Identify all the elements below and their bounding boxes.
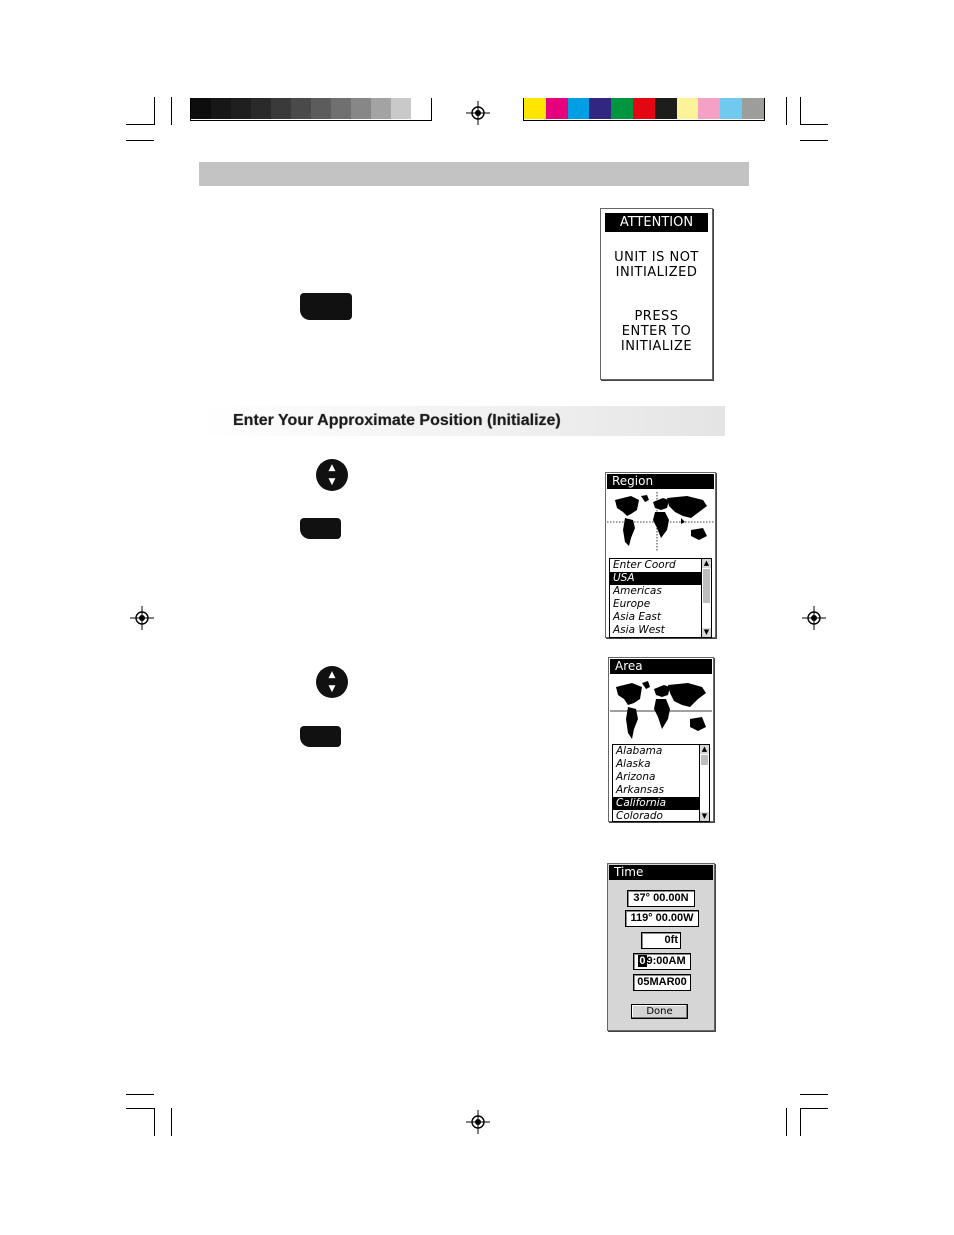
gray-swatch (331, 98, 351, 119)
color-swatch (524, 98, 546, 119)
crop-mark (800, 1108, 828, 1109)
arrow-up-icon: ▲ (328, 463, 336, 473)
crop-mark (154, 97, 155, 125)
gray-swatch (291, 98, 311, 119)
time-title: Time (609, 865, 713, 880)
list-item[interactable]: Arkansas (616, 784, 665, 796)
region-scrollbar[interactable] (701, 559, 711, 637)
list-item[interactable]: Americas (613, 585, 662, 597)
crop-mark (800, 97, 801, 125)
crop-mark (171, 1108, 172, 1136)
list-item[interactable]: Asia East (613, 611, 661, 623)
area-scrollbar[interactable] (699, 745, 709, 821)
crop-mark (800, 1094, 828, 1095)
attention-line: INITIALIZE (620, 339, 693, 354)
time-field[interactable] (633, 953, 691, 970)
registration-mark-icon (801, 605, 827, 631)
attention-line: UNIT IS NOT (614, 250, 699, 265)
time-value: 9:00AM (646, 955, 686, 967)
list-item[interactable]: USA (610, 572, 701, 585)
scroll-thumb[interactable] (703, 569, 710, 603)
gray-swatch (191, 98, 211, 119)
gray-swatch (371, 98, 391, 119)
region-list[interactable] (609, 558, 712, 638)
color-swatch (589, 98, 611, 119)
list-item[interactable]: Asia West (613, 624, 665, 636)
color-swatch (633, 98, 655, 119)
time-screen (607, 863, 715, 1031)
gray-swatch (411, 98, 431, 119)
scroll-down-icon[interactable]: ▼ (701, 812, 708, 820)
world-map-icon (610, 677, 712, 745)
gray-swatch (391, 98, 411, 119)
up-down-arrow-key-icon (316, 459, 348, 491)
color-swatch (720, 98, 742, 119)
color-swatch (742, 98, 764, 119)
crop-mark (154, 1108, 155, 1136)
crop-mark (786, 97, 787, 125)
date-field[interactable]: 05MAR00 (633, 974, 691, 991)
list-item[interactable]: Arizona (616, 771, 656, 783)
list-item[interactable]: California (613, 797, 699, 810)
latitude-field[interactable]: 37° 00.00N (627, 890, 695, 907)
area-screen (608, 657, 714, 822)
list-item[interactable]: Colorado (616, 810, 663, 822)
done-button[interactable]: Done (631, 1004, 688, 1019)
enter-key-icon (300, 293, 352, 320)
altitude-field[interactable]: 0ft (641, 932, 681, 949)
gray-swatch (351, 98, 371, 119)
crop-mark (126, 124, 154, 125)
crop-mark (126, 1094, 154, 1095)
list-item[interactable]: Alabama (616, 745, 663, 757)
gray-swatch (251, 98, 271, 119)
registration-mark-icon (129, 605, 155, 631)
longitude-field[interactable]: 119° 00.00W (625, 910, 699, 927)
list-item[interactable]: Alaska (616, 758, 651, 770)
color-swatch (698, 98, 720, 119)
arrow-down-icon: ▼ (328, 684, 336, 694)
world-map-icon (607, 492, 714, 552)
area-list[interactable] (612, 744, 710, 822)
arrow-up-icon: ▲ (328, 670, 336, 680)
up-down-arrow-key-icon (316, 666, 348, 698)
color-swatch (611, 98, 633, 119)
time-cursor: 0 (639, 955, 646, 967)
registration-mark-icon (465, 1109, 491, 1135)
color-swatch (568, 98, 590, 119)
attention-line: PRESS (634, 309, 679, 324)
attention-title: ATTENTION (605, 213, 708, 232)
crop-mark (800, 124, 828, 125)
area-title: Area (610, 659, 712, 674)
scroll-up-icon[interactable]: ▲ (703, 559, 710, 567)
crop-mark (171, 97, 172, 125)
scroll-thumb[interactable] (701, 755, 708, 765)
gray-swatch (231, 98, 251, 119)
color-swatch (677, 98, 699, 119)
enter-key-icon (300, 726, 341, 747)
header-band (199, 162, 749, 186)
gray-swatch (211, 98, 231, 119)
color-swatch (655, 98, 677, 119)
scroll-down-icon[interactable]: ▼ (703, 628, 710, 636)
crop-mark (786, 1108, 787, 1136)
crop-mark (126, 1108, 154, 1109)
attention-line: INITIALIZED (615, 265, 698, 280)
registration-mark-icon (465, 100, 491, 126)
crop-mark (800, 1108, 801, 1136)
crop-mark (800, 140, 828, 141)
gray-swatch (271, 98, 291, 119)
region-screen (605, 472, 716, 638)
section-heading: Enter Your Approximate Position (Initialize) (233, 412, 561, 429)
region-title: Region (607, 474, 714, 489)
arrow-down-icon: ▼ (328, 477, 336, 487)
enter-key-icon (300, 518, 341, 539)
attention-line: ENTER TO (621, 324, 692, 339)
crop-mark (126, 140, 154, 141)
attention-screen (600, 208, 713, 380)
gray-swatch (311, 98, 331, 119)
list-item[interactable]: Enter Coord (613, 559, 676, 571)
section-heading-band (199, 406, 725, 436)
list-item[interactable]: Europe (613, 598, 651, 610)
color-swatch (546, 98, 568, 119)
scroll-up-icon[interactable]: ▲ (701, 745, 708, 753)
